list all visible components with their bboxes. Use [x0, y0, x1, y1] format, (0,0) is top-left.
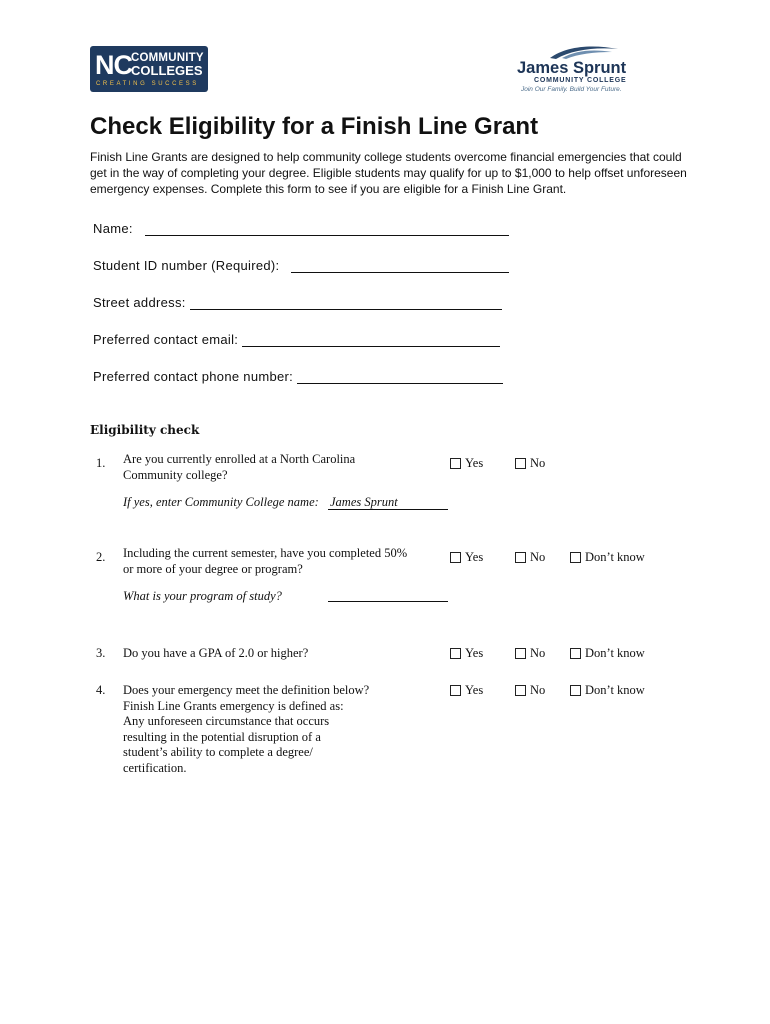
q2-yes-label: Yes: [465, 550, 484, 564]
q3-no-label: No: [530, 646, 546, 660]
question-4-text: [123, 683, 369, 776]
question-4-number: 4.: [96, 683, 106, 697]
question-4-line3: Any unforeseen circumstance that occurs: [123, 714, 330, 728]
q3-yes-checkbox[interactable]: [450, 646, 483, 661]
checkbox-icon[interactable]: [450, 648, 461, 659]
q1-yes-checkbox[interactable]: [450, 456, 483, 471]
q2-no-label: No: [530, 550, 546, 564]
name-input-line[interactable]: [145, 221, 509, 236]
js-logo-motto: Join Our Family. Build Your Future.: [521, 86, 622, 93]
checkbox-icon[interactable]: [570, 648, 581, 659]
intro-paragraph: Finish Line Grants are designed to help community college students overcome financial emergencies that could get in the way of completing your degree. Eligible students may qualify for up to $1,000 to help offset unforeseen emergency expenses. Complete this form to see if you are eligible for a Finish Line Grant.: [90, 150, 687, 196]
q1-no-checkbox[interactable]: [515, 456, 545, 471]
phone-input-line[interactable]: [297, 369, 503, 384]
q2-no-checkbox[interactable]: [515, 550, 545, 565]
email-label: Preferred contact email:: [93, 332, 239, 347]
q1-yes-label: Yes: [465, 456, 484, 470]
question-1-line2: Community college?: [123, 467, 228, 482]
q2-program-line[interactable]: [328, 601, 448, 602]
question-4-line1: Does your emergency meet the definition below?: [123, 683, 370, 697]
q3-yes-label: Yes: [465, 646, 484, 660]
nc-logo-letters: NC: [95, 50, 132, 80]
question-2-number: 2.: [96, 550, 106, 564]
checkbox-icon[interactable]: [450, 458, 461, 469]
q3-dont-know-checkbox[interactable]: [570, 646, 645, 661]
question-4-line4: resulting in the potential disruption of a: [123, 729, 321, 744]
email-input-line[interactable]: [242, 332, 500, 347]
phone-label: Preferred contact phone number:: [93, 369, 294, 384]
question-1-line1: Are you currently enrolled at a North Carolina: [123, 452, 356, 466]
question-1-text: [123, 452, 355, 483]
q2-dont-know-label: Don’t know: [585, 550, 645, 564]
checkbox-icon[interactable]: [515, 685, 526, 696]
checkbox-icon[interactable]: [515, 552, 526, 563]
q4-yes-checkbox[interactable]: [450, 683, 483, 698]
checkbox-icon[interactable]: [515, 458, 526, 469]
checkbox-icon[interactable]: [570, 552, 581, 563]
eligibility-heading: Eligibility check: [90, 423, 200, 437]
q1-no-label: No: [530, 456, 546, 470]
q4-no-label: No: [530, 683, 546, 697]
email-field[interactable]: [93, 329, 500, 347]
question-3-text: [123, 646, 308, 662]
nc-logo-line2: COLLEGES: [131, 63, 203, 78]
checkbox-icon[interactable]: [450, 685, 461, 696]
phone-field[interactable]: [93, 366, 503, 384]
question-2-text: [123, 546, 407, 577]
question-1-number: 1.: [96, 456, 106, 470]
street-address-label: Street address:: [93, 295, 186, 310]
name-field[interactable]: [93, 218, 509, 236]
question-4-line2: Finish Line Grants emergency is defined as:: [123, 698, 344, 713]
swoosh-icon: [548, 44, 620, 60]
james-sprunt-logo: [512, 44, 652, 94]
checkbox-icon[interactable]: [450, 552, 461, 563]
question-4-line6: certification.: [123, 760, 187, 775]
page-title: Check Eligibility for a Finish Line Grant: [90, 113, 539, 140]
question-2-line2: or more of your degree or program?: [123, 561, 303, 576]
name-label: Name:: [93, 221, 133, 236]
street-address-field[interactable]: [93, 292, 502, 310]
question-3-line1: Do you have a GPA of 2.0 or higher?: [123, 646, 309, 660]
nc-community-colleges-logo: [90, 46, 208, 92]
q4-dont-know-checkbox[interactable]: [570, 683, 645, 698]
street-address-input-line[interactable]: [190, 295, 502, 310]
question-3-number: 3.: [96, 646, 106, 660]
q4-yes-label: Yes: [465, 683, 484, 697]
q4-no-checkbox[interactable]: [515, 683, 545, 698]
nc-logo-tagline: CREATING SUCCESS: [96, 81, 199, 87]
question-4-line5: student’s ability to complete a degree/: [123, 745, 313, 759]
q2-dont-know-checkbox[interactable]: [570, 550, 645, 565]
q3-dont-know-label: Don’t know: [585, 646, 645, 660]
nc-logo-line1: COMMUNITY: [131, 52, 204, 64]
student-id-input-line[interactable]: [291, 258, 509, 273]
checkbox-icon[interactable]: [515, 648, 526, 659]
q1-followup-label: If yes, enter Community College name:: [123, 495, 319, 509]
q4-dont-know-label: Don’t know: [585, 683, 645, 697]
js-logo-subtitle: COMMUNITY COLLEGE: [534, 77, 627, 84]
q2-followup-label: What is your program of study?: [123, 589, 282, 603]
student-id-field[interactable]: [93, 255, 509, 273]
js-logo-name: James Sprunt: [517, 59, 627, 77]
q3-no-checkbox[interactable]: [515, 646, 545, 661]
question-2-line1: Including the current semester, have you completed 50%: [123, 546, 408, 560]
q1-college-name-line[interactable]: [328, 509, 448, 510]
q2-yes-checkbox[interactable]: [450, 550, 483, 565]
q1-college-name-value[interactable]: James Sprunt: [330, 495, 398, 509]
student-id-label: Student ID number (Required):: [93, 258, 280, 273]
checkbox-icon[interactable]: [570, 685, 581, 696]
